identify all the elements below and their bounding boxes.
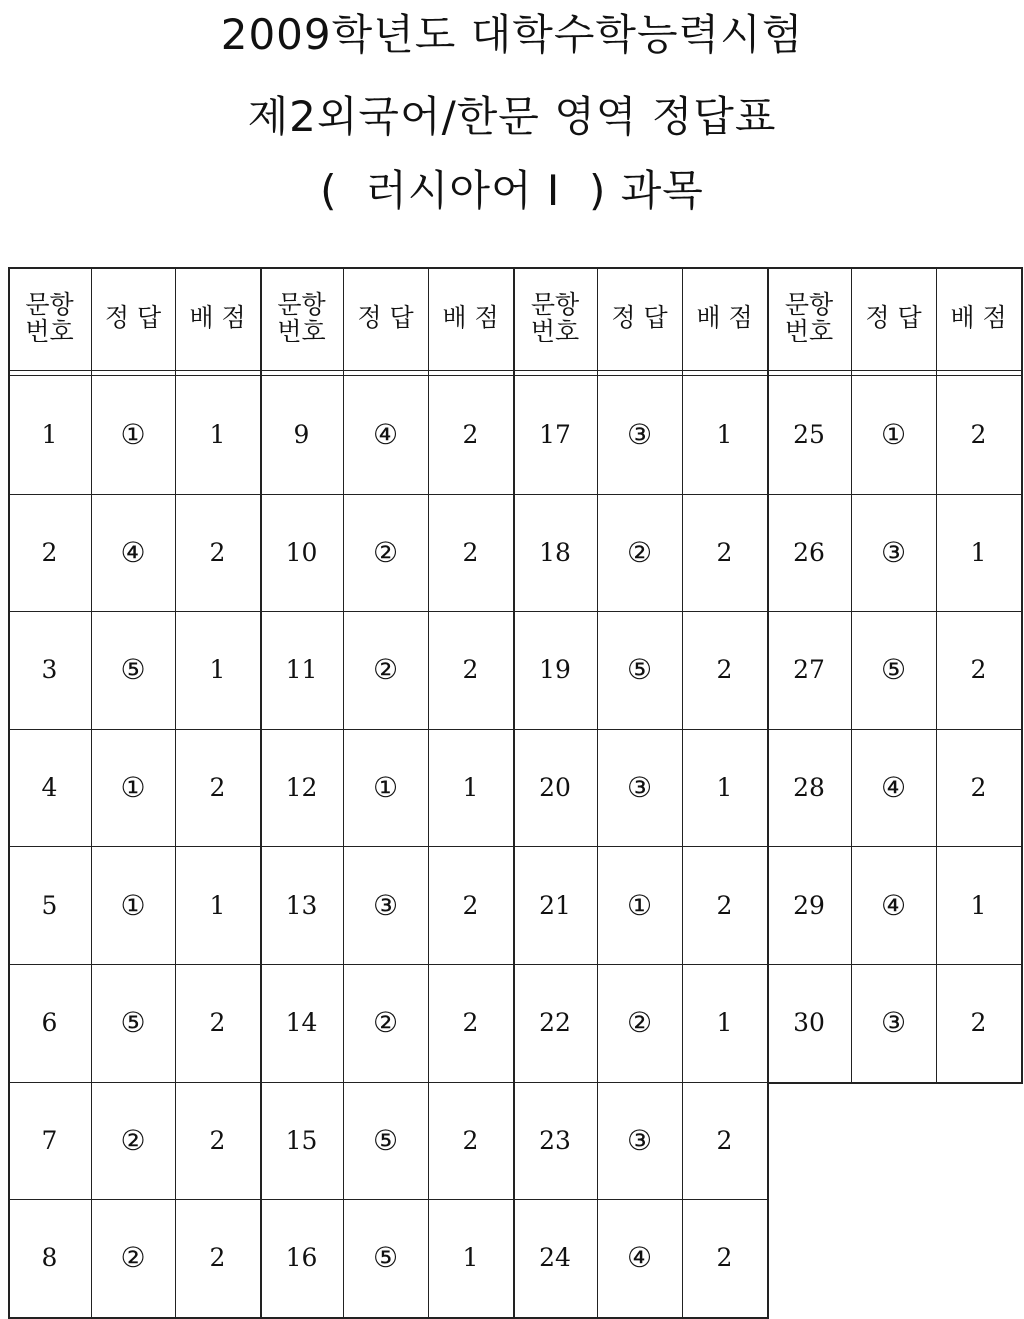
header-question-number: 문항 번호 <box>530 290 580 346</box>
score-value: 2 <box>209 1125 226 1155</box>
score-value: 2 <box>970 1008 987 1038</box>
table-rule <box>513 494 767 495</box>
header-score: 배 점 <box>442 303 499 333</box>
question-number: 6 <box>41 1008 58 1038</box>
table-rule <box>260 729 513 730</box>
question-number: 15 <box>285 1125 318 1155</box>
table-rule <box>175 267 176 1317</box>
answer-value: ⑤ <box>120 1006 146 1040</box>
header-score: 배 점 <box>696 303 753 333</box>
table-rule <box>260 1317 515 1319</box>
question-number: 8 <box>41 1243 58 1273</box>
answer-value: ② <box>372 535 399 569</box>
table-rule <box>8 494 260 495</box>
table-rule <box>851 267 852 1082</box>
answer-value: ① <box>120 418 146 452</box>
table-rule <box>767 494 1021 495</box>
table-rule <box>1021 267 1023 1082</box>
table-rule <box>260 375 513 376</box>
answer-value: ② <box>372 653 399 687</box>
answer-value: ① <box>372 771 399 805</box>
score-value: 1 <box>209 420 226 450</box>
score-value: 2 <box>716 537 733 567</box>
score-value: 2 <box>462 1008 479 1038</box>
answer-value: ⑤ <box>120 653 146 687</box>
question-number: 12 <box>285 773 318 803</box>
score-value: 1 <box>209 655 226 685</box>
score-value: 2 <box>970 420 987 450</box>
question-number: 2 <box>41 537 58 567</box>
header-score: 배 점 <box>189 303 246 333</box>
table-rule <box>8 375 260 376</box>
table-rule <box>260 611 513 612</box>
table-rule <box>597 267 598 1317</box>
table-rule <box>513 370 767 371</box>
score-value: 2 <box>462 537 479 567</box>
question-number: 24 <box>539 1243 571 1273</box>
table-rule <box>8 611 260 612</box>
question-number: 17 <box>539 420 571 450</box>
answer-value: ① <box>120 771 146 805</box>
table-rule <box>513 964 767 965</box>
score-value: 1 <box>716 420 733 450</box>
table-rule <box>767 846 1021 847</box>
header-question-number: 문항 번호 <box>25 290 74 346</box>
answer-value: ② <box>626 535 653 569</box>
table-rule <box>513 267 515 1317</box>
answer-value: ③ <box>626 771 653 805</box>
table-rule <box>8 1082 260 1083</box>
answer-value: ② <box>120 1123 146 1157</box>
answer-value: ④ <box>120 535 146 569</box>
score-value: 2 <box>462 890 479 920</box>
header-question-number: 문항 번호 <box>784 290 834 346</box>
table-rule <box>767 964 1021 965</box>
question-number: 26 <box>793 537 825 567</box>
score-value: 2 <box>209 1243 226 1273</box>
question-number: 5 <box>41 890 58 920</box>
score-value: 2 <box>716 890 733 920</box>
table-rule <box>260 1082 513 1083</box>
table-rule <box>260 1199 513 1200</box>
table-rule <box>91 267 92 1317</box>
table-rule <box>343 267 344 1317</box>
score-value: 1 <box>716 773 733 803</box>
question-number: 16 <box>285 1243 318 1273</box>
question-number: 19 <box>539 655 571 685</box>
question-number: 10 <box>285 537 318 567</box>
table-rule <box>260 846 513 847</box>
question-number: 28 <box>793 773 825 803</box>
table-rule <box>767 729 1021 730</box>
answer-value: ② <box>626 1006 653 1040</box>
question-number: 25 <box>793 420 825 450</box>
table-rule <box>513 267 769 269</box>
score-value: 2 <box>209 773 226 803</box>
answer-value: ⑤ <box>880 653 907 687</box>
question-number: 20 <box>539 773 571 803</box>
table-rule <box>428 267 429 1317</box>
table-rule <box>513 729 767 730</box>
header-score: 배 점 <box>950 303 1007 333</box>
table-rule <box>767 370 1021 371</box>
question-number: 30 <box>793 1008 825 1038</box>
score-value: 1 <box>716 1008 733 1038</box>
answer-value: ④ <box>880 888 907 922</box>
table-rule <box>513 846 767 847</box>
table-rule <box>682 267 683 1317</box>
table-rule <box>8 846 260 847</box>
table-rule <box>513 375 767 376</box>
score-value: 2 <box>209 1008 226 1038</box>
score-value: 1 <box>970 537 987 567</box>
answer-value: ④ <box>880 771 907 805</box>
question-number: 22 <box>539 1008 571 1038</box>
table-rule <box>260 267 515 269</box>
answer-value: ③ <box>626 1123 653 1157</box>
table-rule <box>8 1199 260 1200</box>
header-question-number: 문항 번호 <box>277 290 326 346</box>
question-number: 13 <box>285 890 318 920</box>
score-value: 2 <box>716 1243 733 1273</box>
score-value: 1 <box>209 890 226 920</box>
table-rule <box>767 375 1021 376</box>
score-value: 1 <box>462 773 479 803</box>
title-subject: ( 러시아어 I ) 과목 <box>320 166 704 215</box>
answer-value: ④ <box>626 1241 653 1275</box>
question-number: 9 <box>293 420 310 450</box>
question-number: 4 <box>41 773 58 803</box>
answer-value: ③ <box>626 418 653 452</box>
question-number: 7 <box>41 1125 58 1155</box>
table-rule <box>260 267 262 1317</box>
answer-value: ① <box>120 888 146 922</box>
answer-value: ⑤ <box>626 653 653 687</box>
table-rule <box>8 267 10 1317</box>
table-rule <box>8 370 260 371</box>
question-number: 11 <box>285 655 318 685</box>
table-rule <box>8 267 262 269</box>
answer-value: ① <box>880 418 907 452</box>
answer-value: ② <box>120 1241 146 1275</box>
header-answer: 정 답 <box>104 303 162 333</box>
score-value: 2 <box>716 1125 733 1155</box>
header-answer: 정 답 <box>611 303 668 333</box>
question-number: 14 <box>285 1008 318 1038</box>
table-rule <box>8 729 260 730</box>
table-rule <box>513 611 767 612</box>
question-number: 21 <box>539 890 571 920</box>
header-answer: 정 답 <box>357 303 414 333</box>
score-value: 2 <box>970 773 987 803</box>
table-rule <box>767 267 1023 269</box>
question-number: 18 <box>539 537 571 567</box>
answer-value: ⑤ <box>372 1123 399 1157</box>
header-answer: 정 답 <box>865 303 922 333</box>
title-section: 제2외국어/한문 영역 정답표 <box>247 92 777 141</box>
question-number: 3 <box>41 655 58 685</box>
answer-value: ③ <box>880 535 907 569</box>
table-rule <box>936 267 937 1082</box>
answer-value: ② <box>372 1006 399 1040</box>
table-rule <box>8 1317 262 1319</box>
answer-value: ① <box>626 888 653 922</box>
table-rule <box>767 267 769 1082</box>
question-number: 29 <box>793 890 825 920</box>
table-rule <box>260 964 513 965</box>
score-value: 1 <box>970 890 987 920</box>
answer-value: ④ <box>372 418 399 452</box>
table-rule <box>767 611 1021 612</box>
score-value: 2 <box>462 1125 479 1155</box>
table-rule <box>513 1317 769 1319</box>
title-exam: 2009학년도 대학수학능력시험 <box>220 10 804 59</box>
question-number: 27 <box>793 655 825 685</box>
table-rule <box>767 1082 1023 1084</box>
score-value: 1 <box>462 1243 479 1273</box>
score-value: 2 <box>462 655 479 685</box>
answer-value: ⑤ <box>372 1241 399 1275</box>
answer-value: ③ <box>880 1006 907 1040</box>
table-rule <box>513 1082 767 1083</box>
score-value: 2 <box>970 655 987 685</box>
score-value: 2 <box>209 537 226 567</box>
question-number: 1 <box>41 420 58 450</box>
table-rule <box>260 494 513 495</box>
question-number: 23 <box>539 1125 571 1155</box>
answer-value: ③ <box>372 888 399 922</box>
table-rule <box>8 964 260 965</box>
score-value: 2 <box>716 655 733 685</box>
score-value: 2 <box>462 420 479 450</box>
table-rule <box>260 370 513 371</box>
table-rule <box>513 1199 767 1200</box>
